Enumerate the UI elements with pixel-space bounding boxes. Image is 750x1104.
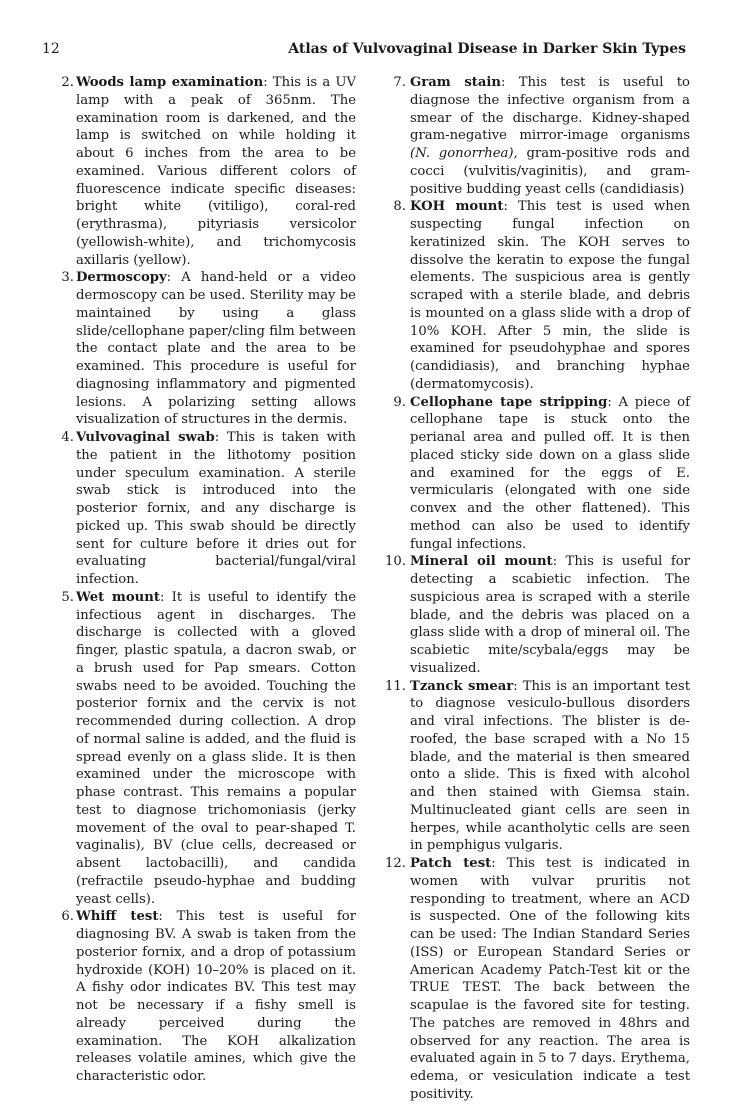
- item-term: KOH mount: [410, 199, 504, 215]
- left-column: [56, 74, 356, 1086]
- list-item: [384, 74, 690, 198]
- item-text: : It is useful to identify the infectious agent in discharges. The discharge is collected with a gloved finger, plastic spatula, a dacron swab, or a brush used for Pap smears. Cotton swabs need to be avoided. Touching the posterior fornix and the cervix is not recommended during collection. A drop of normal saline is added, and the fluid is spread evenly on a glass slide. It is then examined under the microscope with phase contrast. This remains a popular test to diagnose trichomoniasis (jerky movement of the oval to pear-shaped T. vaginalis), BV (clue cells, decreased or absent lactobacilli), and candida (refractile pseudo-hyphae and budding yeast cells).: [76, 589, 356, 907]
- running-title: Atlas of Vulvovaginal Disease in Darker Skin Types: [288, 41, 686, 57]
- item-text: : A hand-held or a video dermoscopy can be used. Sterility may be maintained by using a glass slide/cellophane paper/cling film between the contact plate and the area to be examined. This procedure is useful for diagnosing inflammatory and pigmented lesions. A polarizing setting allows visualization of structures in the dermis.: [76, 270, 356, 428]
- item-text: : This test is indicated in women with vulvar pruritis not responding to treatment, where an ACD is suspected. One of the following kits can be used: The Indian Standard Series (ISS) or European Standard Series or American Academy Patch-Test kit or the TRUE TEST. The back between the scapulae is the favored site for testing. The patches are removed in 48hrs and observed for any reaction. The area is evaluated again in 5 to 7 days. Erythema, edema, or vesiculation indicate a test positivity.: [410, 856, 690, 1102]
- item-number: 6.: [61, 909, 74, 925]
- list-item: [56, 429, 356, 589]
- item-term: Wet mount: [76, 589, 160, 605]
- list-item: [56, 269, 356, 429]
- item-number: 4.: [61, 430, 74, 445]
- item-number: 10.: [385, 554, 406, 570]
- list-item: [384, 855, 690, 1104]
- item-text: : This test is useful to diagnose the infective organism from a smear of the discharge. Kidney-shaped gram-negative mirror-image organisms: [410, 75, 690, 144]
- list-item: [56, 908, 356, 1086]
- item-text: : This is taken with the patient in the lithotomy position under speculum examination. A sterile swab stick is introduced into the posterior fornix, and any discharge is picked up. This swab should be directly sent for culture before it dries out for evaluating bacterial/fungal/viral infection.: [76, 430, 356, 587]
- item-text: : This test is useful for diagnosing BV. A swab is taken from the posterior fornix, and a drop of potassium hydroxide (KOH) 10–20% is placed on it. A fishy odor indicates BV. This test may not be necessary if a fishy smell is already perceived during the examination. The KOH alkalization releases volatile amines, which give the characteristic odor.: [76, 909, 356, 1084]
- list-item: [384, 198, 690, 393]
- page-number: 12: [42, 41, 60, 57]
- item-text: , gram-positive rods and cocci (vulvitis/vaginitis), and gram-positive budding yeast cells (candidiasis): [410, 146, 690, 197]
- item-term: Dermoscopy: [76, 270, 167, 286]
- item-text: : A piece of cellophane tape is stuck onto the perianal area and pulled off. It is then placed sticky side down on a glass slide and examined for the eggs of E. vermicularis (elongated with one side convex and the other flattened). This method can also be used to identify fungal infections.: [410, 394, 690, 552]
- list-item: [56, 589, 356, 909]
- item-text: : This is a UV lamp with a peak of 365nm. The examination room is darkened, and the lamp is switched on while holding it about 6 inches from the area to be examined. Various different colors of fluorescence indicate specific diseases: bright white (vitiligo), coral-red (erythrasma), pityriasis versicolor (yellowish-white), and trichomycosis axillaris (yellow).: [76, 75, 356, 268]
- item-number: 3.: [61, 270, 74, 286]
- item-italic-text: (N. gonorrhea): [410, 146, 514, 161]
- item-number: 5.: [61, 589, 74, 605]
- list-item: [384, 678, 690, 856]
- item-term: Woods lamp examination: [76, 75, 264, 90]
- item-number: 9.: [393, 394, 406, 410]
- right-column: [384, 74, 690, 1104]
- item-text: : This is an important test to diagnose vesiculo-bullous disorders and viral infections. The blister is de-roofed, the base scraped with a No 15 blade, and the material is then smeared onto a slide. This is fixed with alcohol and then stained with Giemsa stain. Multinucleated giant cells are seen in herpes, while acantholytic cells are seen in pemphigus vulgaris.: [410, 678, 690, 854]
- item-number: 7.: [393, 75, 406, 90]
- item-term: Whiff test: [76, 909, 159, 925]
- item-number: 11.: [385, 678, 406, 694]
- item-term: Vulvovaginal swab: [76, 430, 215, 445]
- item-text: : This is useful for detecting a scabietic infection. The suspicious area is scraped with a sterile blade, and the debris was placed on a glass slide with a drop of mineral oil. The scabietic mite/scybala/eggs may be visualized.: [410, 554, 690, 676]
- list-item: [384, 394, 690, 554]
- item-term: Patch test: [410, 856, 492, 871]
- item-term: Cellophane tape stripping: [410, 394, 608, 410]
- page-header: [42, 41, 686, 63]
- list-item: [56, 74, 356, 269]
- list-item: [384, 553, 690, 677]
- item-term: Mineral oil mount: [410, 554, 553, 570]
- item-term: Gram stain: [410, 75, 502, 90]
- item-number: 8.: [393, 199, 406, 215]
- item-number: 2.: [61, 75, 74, 90]
- item-number: 12.: [385, 856, 406, 871]
- item-text: : This test is used when suspecting fungal infection on keratinized skin. The KOH serves to dissolve the keratin to expose the fungal elements. The suspicious area is gently scraped with a sterile blade, and debris is mounted on a glass slide with a drop of 10% KOH. After 5 min, the slide is examined for pseudohyphae and spores (candidiasis), and branching hyphae (dermatomycosis).: [410, 199, 690, 392]
- item-term: Tzanck smear: [410, 678, 514, 694]
